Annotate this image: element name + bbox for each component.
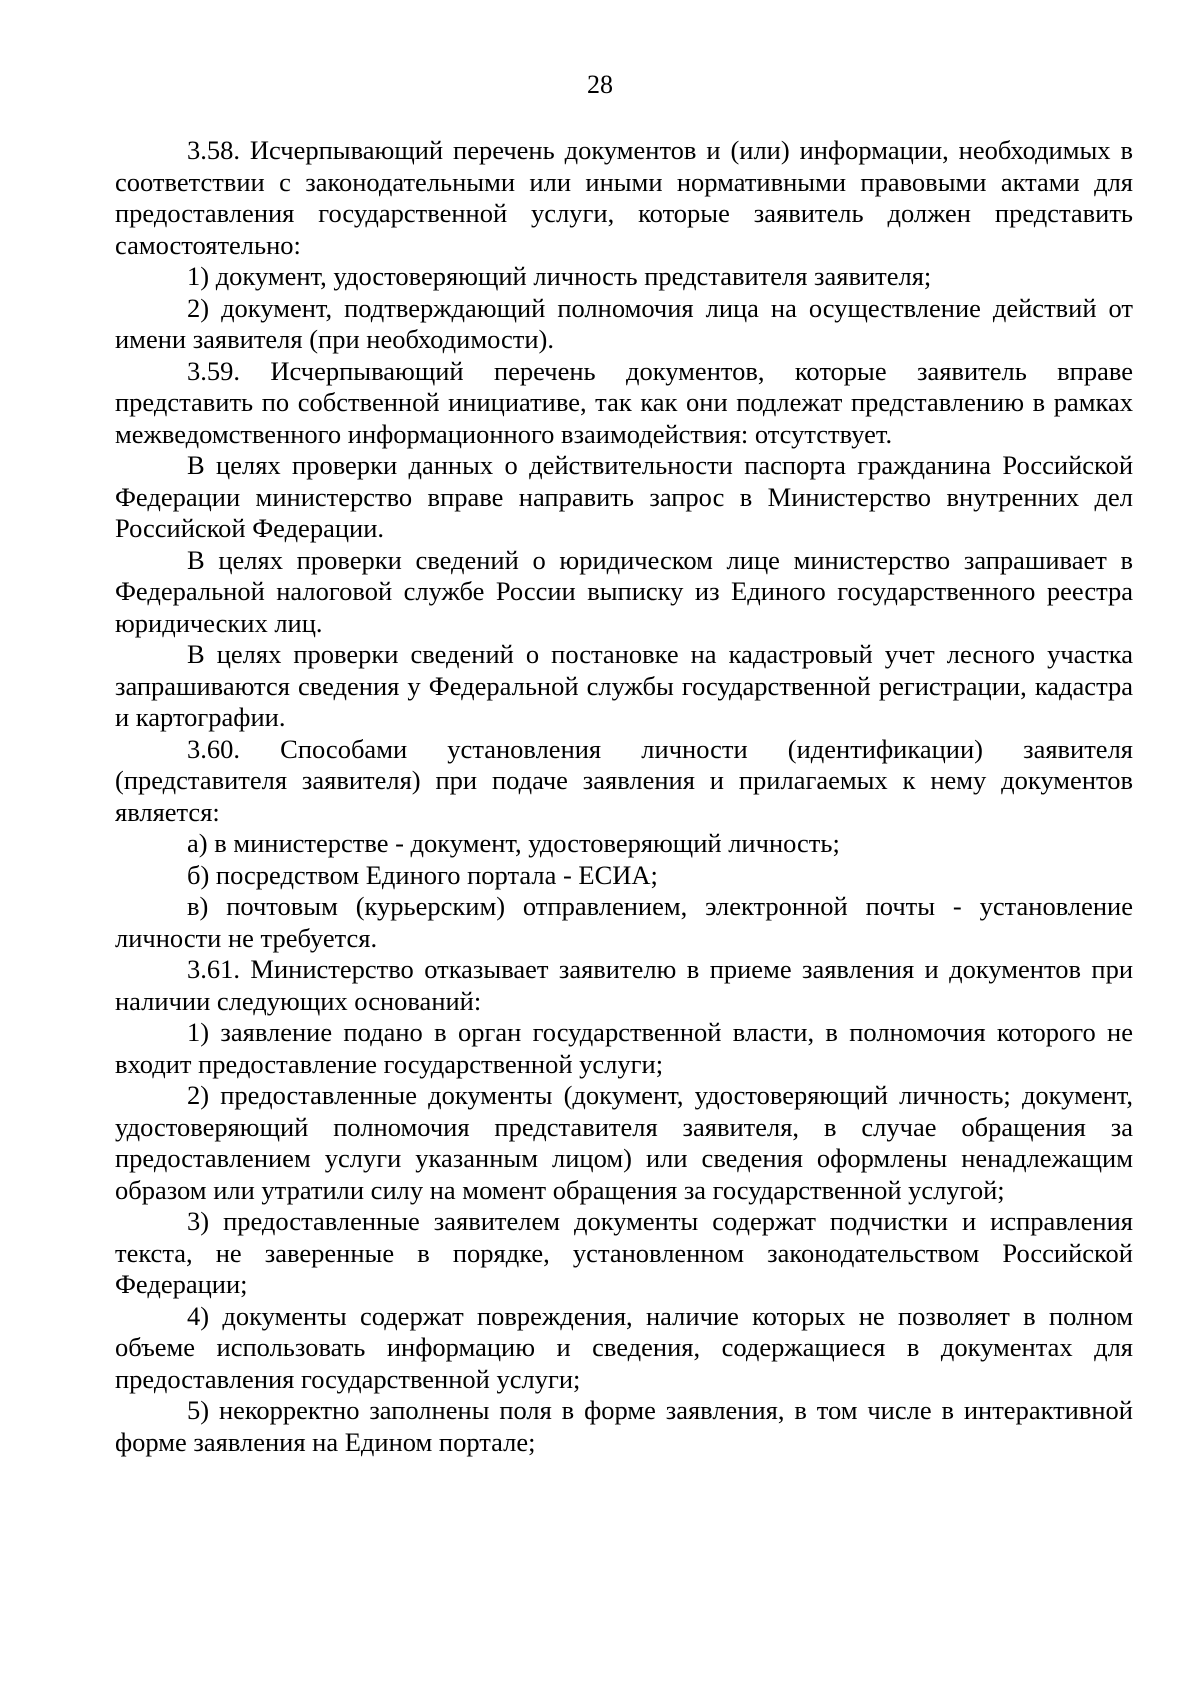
- list-item-3-58-1: 1) документ, удостоверяющий личность представителя заявителя;: [187, 261, 932, 291]
- paragraph-3-58: 3.58. Исчерпывающий перечень документов и (или) информации, необходимых в соответствии с законодательными или иными нормативными правовыми актами для предоставления государственной услуги, которые заявитель должен представить самостоятельно:: [115, 135, 1133, 260]
- paragraph-passport-check: В целях проверки данных о действительности паспорта гражданина Российской Федерации министерство вправе направить запрос в Министерство внутренних дел Российской Федерации.: [115, 450, 1133, 543]
- list-item-3-61-4: 4) документы содержат повреждения, наличие которых не позволяет в полном объеме использовать информацию и сведения, содержащиеся в документах для предоставления государственной услуги;: [115, 1300, 1133, 1394]
- list-item-3-60-a: а) в министерстве - документ, удостоверяющий личность;: [187, 828, 840, 858]
- paragraph-cadastral-check: В целях проверки сведений о постановке на кадастровый учет лесного участка запрашиваются сведения у Федеральной службы государственной регистрации, кадастра и картографии.: [115, 639, 1133, 732]
- page-number: 28: [587, 70, 613, 99]
- list-item-3-60-v: в) почтовым (курьерским) отправлением, электронной почты - установление личности не требуется.: [115, 891, 1133, 953]
- list-item-3-58-2: 2) документ, подтверждающий полномочия лица на осуществление действий от имени заявителя (при необходимости).: [115, 292, 1133, 354]
- list-item-3-61-3: 3) предоставленные заявителем документы содержат подчистки и исправления текста, не заверенные в порядке, установленном законодательством Российской Федерации;: [115, 1206, 1133, 1299]
- list-item-3-61-5: 5) некорректно заполнены поля в форме заявления, в том числе в интерактивной форме заявления на Едином портале;: [115, 1395, 1133, 1457]
- list-item-3-61-1: 1) заявление подано в орган государственной власти, в полномочия которого не входит предоставление государственной услуги;: [115, 1017, 1133, 1079]
- paragraph-3-60: 3.60. Способами установления личности (идентификации) заявителя (представителя заявителя) при подаче заявления и прилагаемых к нему документов является:: [115, 733, 1133, 827]
- list-item-3-61-2: 2) предоставленные документы (документ, удостоверяющий личность; документ, удостоверяющий полномочия представителя заявителя, в случае обращения за предоставлением услуги указанным лицом) или сведения оформлены ненадлежащим образом или утратили силу на момент обращения за государственной услугой;: [115, 1080, 1133, 1205]
- list-item-3-60-b: б) посредством Единого портала - ЕСИА;: [187, 859, 658, 890]
- paragraph-3-61: 3.61. Министерство отказывает заявителю в приеме заявления и документов при наличии следующих оснований:: [115, 954, 1133, 1016]
- paragraph-3-59: 3.59. Исчерпывающий перечень документов, которые заявитель вправе представить по собственной инициативе, так как они подлежат представлению в рамках межведомственного информационного взаимодействия: отсутствует.: [115, 355, 1133, 449]
- document-body: [115, 135, 1133, 1458]
- paragraph-legal-entity-check: В целях проверки сведений о юридическом лице министерство запрашивает в Федеральной налоговой службе России выписку из Единого государственного реестра юридических лиц.: [115, 544, 1133, 638]
